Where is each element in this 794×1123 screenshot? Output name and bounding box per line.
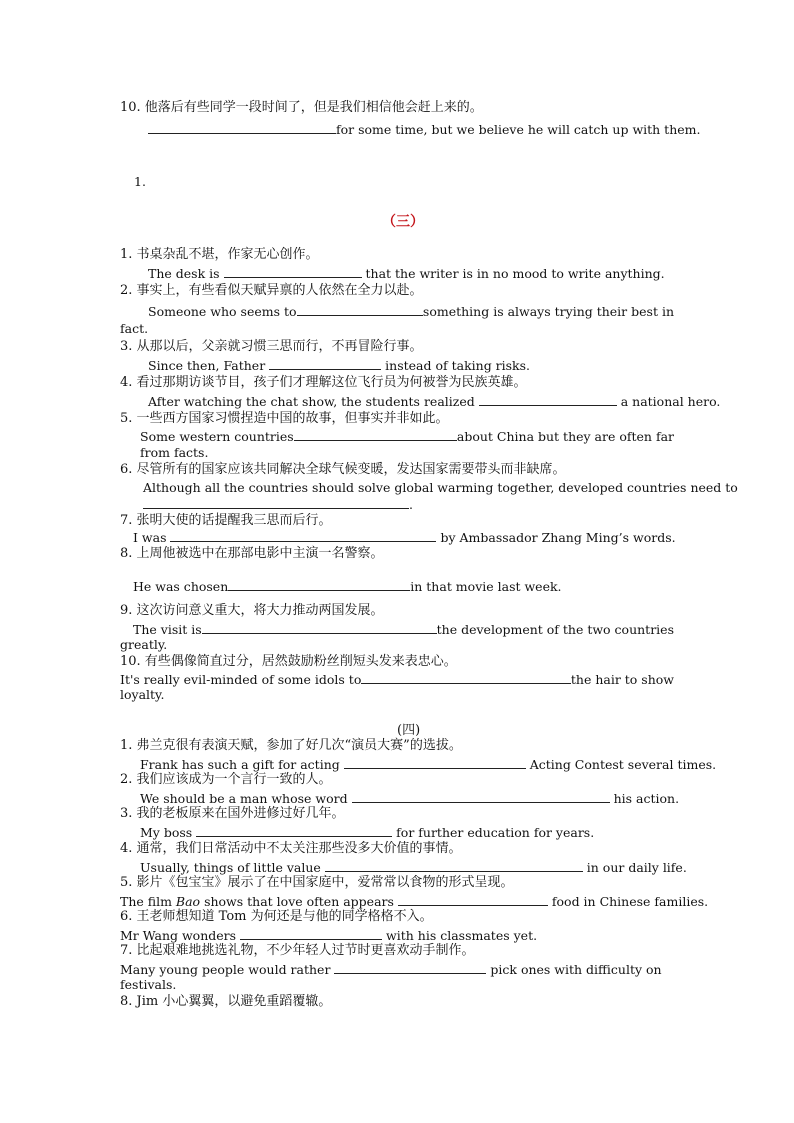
answer-blank[interactable] [325,859,583,872]
s4-q7-chinese: 7. 比起艰难地挑选礼物，不少年轻人过节时更喜欢动手制作。 [120,943,475,958]
section-4-heading: (四) [397,723,421,738]
s4-q2-english: We should be a man whose word his action. [140,791,680,806]
s3-q6-continuation: . [143,496,413,513]
s3-q4-chinese: 4. 看过那期访谈节目，孩子们才理解这位飞行员为何被誉为民族英雄。 [120,375,527,390]
s3-q10-chinese: 10. 有些偶像简直过分，居然鼓励粉丝削短头发来表忠心。 [120,654,457,669]
s4-q3-english: My boss for further education for years. [140,825,595,840]
answer-blank[interactable] [269,357,381,370]
answer-blank[interactable] [352,790,610,803]
s3-q1-english: The desk is that the writer is in no mood to write anything. [148,266,665,281]
s4-q3-chinese: 3. 我的老板原来在国外进修过好几年。 [120,806,345,821]
answer-blank[interactable] [148,121,336,134]
s3-q6-chinese: 6. 尽管所有的国家应该共同解决全球气候变暖，发达国家需要带头而非缺席。 [120,462,566,477]
s4-q4-english: Usually, things of little value in our daily life. [140,860,687,875]
s3-q10-english: It's really evil-minded of some idols to the hair to show [120,672,674,687]
q10-english: for some time, but we believe he will catch up with them. [148,121,700,138]
answer-blank[interactable] [143,496,409,509]
s3-q6-english: Although all the countries should solve global warming together, developed countries need to [143,480,738,495]
s4-q5-chinese: 5. 影片《包宝宝》展示了在中国家庭中，爱常常以食物的形式呈现。 [120,875,514,890]
s3-q5-english: Some western countries about China but they are often far [140,429,674,444]
answer-blank[interactable] [202,621,437,634]
s3-q2-continuation: fact. [120,321,149,336]
answer-blank[interactable] [334,961,486,974]
s3-q9-chinese: 9. 这次访问意义重大，将大力推动两国发展。 [120,603,384,618]
stray-number: 1. [134,174,146,189]
s4-q1-english: Frank has such a gift for acting Acting Contest several times. [140,757,717,772]
answer-blank[interactable] [479,393,617,406]
answer-blank[interactable] [228,578,410,591]
s4-q5-english: The film Bao shows that love often appears food in Chinese families. [120,894,709,909]
s3-q7-english: I was by Ambassador Zhang Ming’s words. [133,530,676,545]
s4-q4-chinese: 4. 通常，我们日常活动中不太关注那些没多大价值的事情。 [120,841,462,856]
s3-q8-english: He was chosen in that movie last week. [133,579,562,594]
s3-q2-english: Someone who seems to something is always trying their best in [148,304,674,319]
answer-blank[interactable] [361,671,571,684]
s3-q9-continuation: greatly. [120,637,168,652]
answer-blank[interactable] [294,428,457,441]
answer-blank[interactable] [170,529,436,542]
s3-q8-chinese: 8. 上周他被选中在那部电影中主演一名警察。 [120,546,384,561]
s3-q2-chinese: 2. 事实上，有些看似天赋异禀的人依然在全力以赴。 [120,283,423,298]
s4-q2-chinese: 2. 我们应该成为一个言行一致的人。 [120,772,332,787]
answer-blank[interactable] [398,893,548,906]
s3-q3-chinese: 3. 从那以后，父亲就习惯三思而行，不再冒险行事。 [120,339,423,354]
s3-q10-continuation: loyalty. [120,687,165,702]
s4-q7-english: Many young people would rather pick ones with difficulty on [120,962,662,977]
s3-q7-chinese: 7. 张明大使的话提醒我三思而后行。 [120,513,332,528]
s3-q4-english: After watching the chat show, the students realized a national hero. [148,394,721,409]
answer-blank[interactable] [224,265,362,278]
q10-chinese: 10. 他落后有些同学一段时间了，但是我们相信他会赶上来的。 [120,100,483,115]
s3-q3-english: Since then, Father instead of taking risks. [148,358,531,373]
s4-q8-chinese: 8. Jim 小心翼翼，以避免重蹈覆辙。 [120,994,332,1009]
s4-q7-continuation: festivals. [120,977,177,992]
s3-q5-chinese: 5. 一些西方国家习惯捏造中国的故事，但事实并非如此。 [120,411,449,426]
answer-blank[interactable] [344,756,526,769]
section-3-heading: （三） [382,214,424,230]
answer-blank[interactable] [240,927,382,940]
film-title: Bao [175,894,201,909]
s3-q9-english: The visit is the development of the two countries [133,622,674,637]
answer-blank[interactable] [196,824,392,837]
s3-q5-continuation: from facts. [140,445,209,460]
s4-q6-chinese: 6. 王老师想知道 Tom 为何还是与他的同学格格不入。 [120,909,433,924]
s4-q1-chinese: 1. 弗兰克很有表演天赋，参加了好几次“演员大赛”的选拔。 [120,738,462,753]
s4-q6-english: Mr Wang wonders with his classmates yet. [120,928,538,943]
answer-blank[interactable] [297,303,423,316]
s3-q1-chinese: 1. 书桌杂乱不堪，作家无心创作。 [120,247,319,262]
